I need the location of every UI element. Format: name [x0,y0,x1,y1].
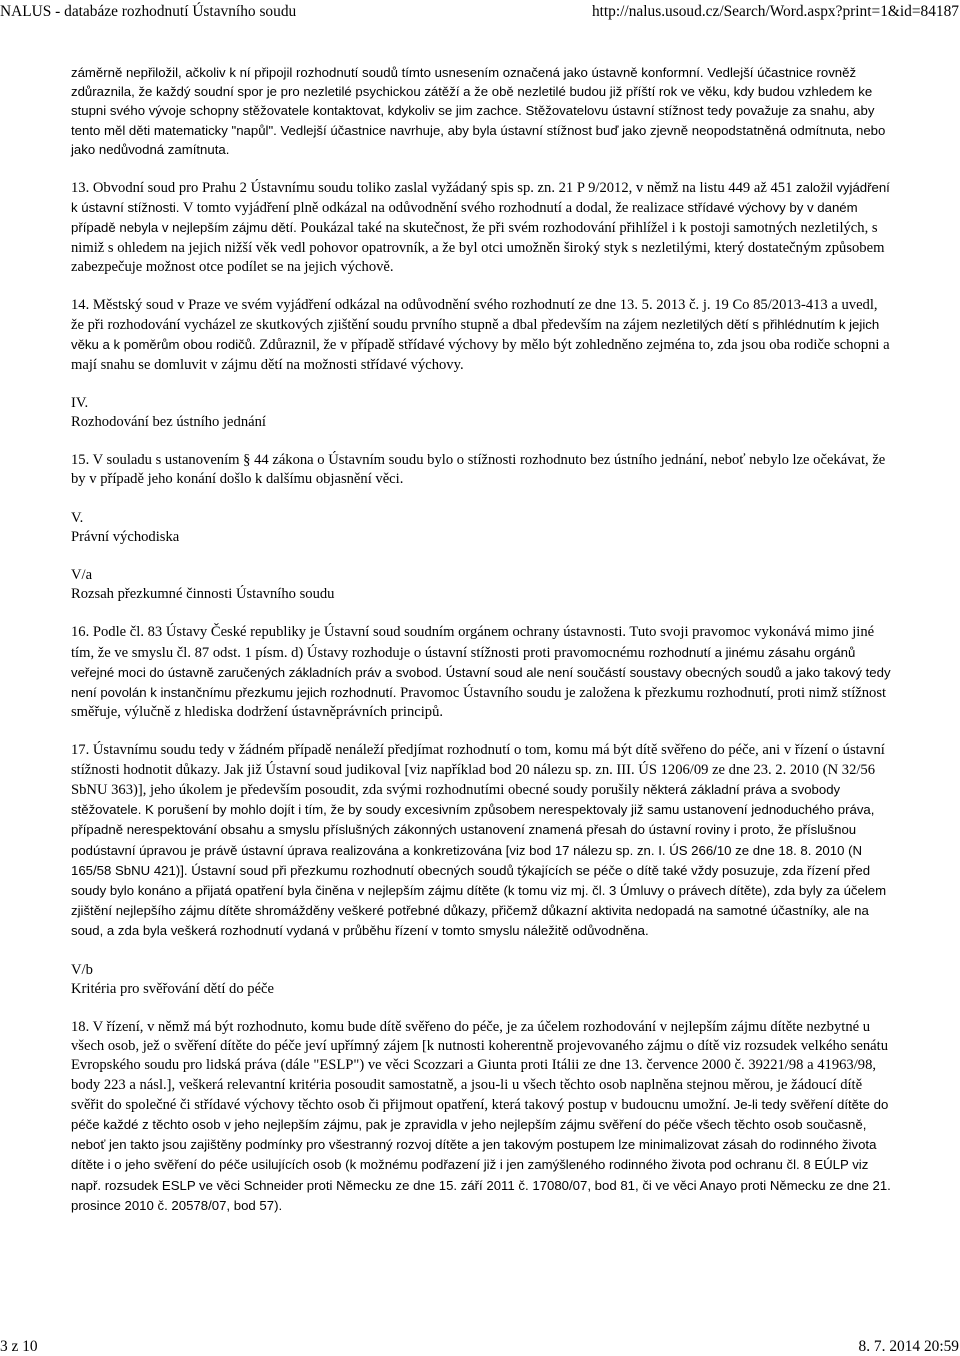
heading-number: IV. [71,394,89,411]
paragraph-14 [71,296,893,375]
heading-number: V. [71,509,84,526]
page-url: http://nalus.usoud.cz/Search/Word.aspx?print=1&id=84187 [591,3,959,20]
p13-text-d: střídavé výchovy by v daném případě nebyla v nejlepším zájmu dětí. [71,200,858,236]
paragraph-17 [71,741,893,941]
p16-text-b: rozhodnutí a jinému zásahu orgánů veřejné moci do ústavně zaručených základních práv a svobod. Ústavní soud ale není součástí soustavy obecných soudů a jako takový tedy není povolán k instančnímu přezkumu jejich rozhodnutí. [71,644,891,701]
page-title: NALUS - databáze rozhodnutí Ústavního soudu [0,3,297,20]
p17-text-c: některá základní práva a svobody stěžovatele. K porušení by mohlo dojít i tím, že by soudy excesivním způsobem nerespektovaly již samu ustanovení jednoduchého práva, případně nerespektování obsahu a smyslu příslušných zákonných ustanovení znamená přesah do ústavní roviny i proto, že příslušnou podústavní úpravou je právě ústavní úprava realizována a konkretizována [viz bod 17 nálezu sp. zn. I. ÚS 266/10 ze dne 18. 8. 2010 (N 165/58 SbNU 421)]. Ústavní soud při přezkumu rozhodnutí obecných soudů týkajících se péče o dítě také vždy posuzuje, zda řízení před soudy bylo konáno a přijatá opatření byla činěna v nejlepším zájmu dítěte (k tomu viz mj. čl. 3 Úmluvy o právech dítěte), zda byly za účelem zjištění nejlepšího zájmu dítěte shromážděny veškeré potřebné důkazy, přičemž důkazní aktivita nedopadá na samotné účastníky, ale na soud, a zda byla veškerá rozhodnutí vydaná v průběhu řízení v tomto smyslu náležitě odůvodněna. [71,781,887,939]
p14-text-c: Zdůraznil, že v případě střídavé výchovy by mělo být zohledněno zejména to, zda jsou oba rodiče schopni a mají snahu se domluvit v zájmu dětí na možnosti střídavé výchovy. [71,337,890,373]
paragraph-18 [71,1018,893,1216]
section-heading-va [71,566,893,604]
section-heading-vb [71,961,893,999]
p18-text-b: Je-li tedy svěření dítěte do péče každé z těchto osob v jeho nejlepším zájmu, pak je zpravidla v jeho nejlepším zájmu svěření do péče všech těchto osob současně, neboť jen takto jsou zajištěny podmínky pro všestranný rozvoj dítěte a jen takovým postupem lze minimalizovat zásah do rodinného života dítěte i o jeho svěření do péče usilujících osob (k možnému podřazení již i jen zamýšleného rodinného života pod ochranu čl. 8 EÚLP viz např. rozsudek ESLP ve věci Schneider proti Německu ze dne 15. září 2011 č. 17080/07, bod 81, či ve věci Anayo proti Německu ze dne 21. prosince 2010 č. 20578/07, bod 57). [71,1096,891,1213]
p14-text-a: 14. Městský soud v Praze ve svém vyjádření odkázal na odůvodnění svého rozhodnutí ze dne 13. 5. 2013 č. j. 19 Co 85/2013-413 a uvedl, že při rozhodování vycházel ze skutkových zjištění soudu prvního stupně a dbal především na zájem [71,297,878,334]
section-heading-v [71,509,893,547]
heading-title: Právní východiska [71,528,180,545]
p13-text-a: 13. Obvodní soud pro Prahu 2 Ústavnímu soudu toliko zaslal vyžádaný spis sp. zn. 21 P 9/2012, v němž na listu 449 až 451 [71,180,793,197]
paragraph-16 [71,623,893,722]
p16-text-c: Pravomoc Ústavního soudu je založena k přezkumu rozhodnutí, proti nimž stížnost směřuje, výlučně z hlediska dodržení ústavněprávních principů. [71,685,887,721]
p17-text-b: Jak již Ústavní soud judikoval [viz například bod 20 nálezu sp. zn. III. ÚS 1206/09 ze dne 23. 2. 2010 (N 32/56 SbNU 363)], jeho úkolem je především posoudit, zda svými rozhodnutími obecné soudy porušily [71,761,876,798]
paragraph-15: 15. V souladu s ustanovením § 44 zákona o Ústavním soudu bylo o stížnosti rozhodnuto bez ústního jednání, neboť nebylo lze očekávat, že by v případě jeho konání došlo k dalšímu objasnění věci. [71,452,886,488]
p13-text-c: V tomto vyjádření plně odkázal na odůvodnění svého rozhodnutí a dodal, že realizace [179,200,684,217]
p18-text-a: 18. V řízení, v němž má být rozhodnuto, komu bude dítě svěřeno do péče, je za účelem rozhodování v nejlepším zájmu dítěte nezbytné u všech osob, jež o svěření dítěte do péče jeví upřímný zájem [k nutnosti koherentně projevovaného zájmu o dítě viz rozsudek velkého senátu Evropského soudu pro lidská práva (dále "ESLP") ve věci Scozzari a Giunta proti Itálii ze dne 13. července 2000 č. 39221/98 a 41963/98, body 223 a násl.], veškerá relevantní kritéria posoudit samostatně, a jsou-li u všech těchto osob naplněna stejnou měrou, je žádoucí dítě svěřit do společné či střídavé výchovy těchto osob či přijmout opatření, která takový postup v budoucnu umožní. [71,1018,888,1113]
heading-title: Rozsah přezkumné činnosti Ústavního soudu [71,586,335,603]
p13-text-e: Poukázal také na skutečnost, že při svém rozhodování přihlížel i k postoji samotných nezletilých, s nimiž s ohledem na jejich nižší věk vedl pohovor opatrovník, a že byl otci umožněn široký styk s nezletilými, který dostatečným způsobem zabezpečuje možnost otce podílet se na jejich výchově. [71,220,885,275]
print-datetime: 8. 7. 2014 20:59 [858,1338,959,1355]
heading-number: V/b [71,961,93,978]
p16-text-a: 16. Podle čl. 83 Ústavy České republiky je Ústavní soud soudním orgánem ochrany ústavnosti. Tuto svoji pravomoc vykonává mimo jiné tím, že ve smyslu čl. 87 odst. 1 písm. d) Ústavy rozhoduje o ústavní stížnosti proti pravomocnému [71,624,875,661]
heading-title: Kritéria pro svěřování dětí do péče [71,980,275,997]
page-counter: 3 z 10 [0,1338,38,1355]
browser-print-header [0,3,960,25]
p13-text-b: založil vyjádření k ústavní stížnosti. [71,180,890,216]
p14-text-b: nezletilých dětí s přihlédnutím k jejich věku a k poměrům obou rodičů. [71,317,880,353]
section-heading-iv [71,394,893,432]
heading-number: V/a [71,567,93,584]
heading-title: Rozhodování bez ústního jednání [71,414,266,431]
browser-print-footer [0,1338,960,1356]
document-body [71,63,893,1235]
paragraph-intro: záměrně nepřiložil, ačkoliv k ní připojil rozhodnutí soudů tímto usnesením označená jako ústavně konformní. Vedlejší účastnice rovněž zdůraznila, že každý soudní spor je pro nezletilé psychickou zátěží a že obě nezletilé budou již příští rok ve věku, kdy budou vzhledem ke stupni svého vývoje schopny stěžovatele kontaktovat, kdykoliv se jim zachce. Stěžovatelovu ústavní stížnost tedy považuje za snahu, aby tento měl děti matematicky "napůl". Vedlejší účastnice navrhuje, aby byla ústavní stížnost buď jako zjevně neopodstatněná odmítnuta, nebo jako nedůvodná zamítnuta. [71,65,886,157]
p17-text-a: 17. Ústavnímu soudu tedy v žádném případě nenáleží předjímat rozhodnutí o tom, komu má být dítě svěřeno do péče, ani v řízení o ústavní stížnosti hodnotit důkazy. [71,742,885,778]
paragraph-13 [71,178,893,277]
